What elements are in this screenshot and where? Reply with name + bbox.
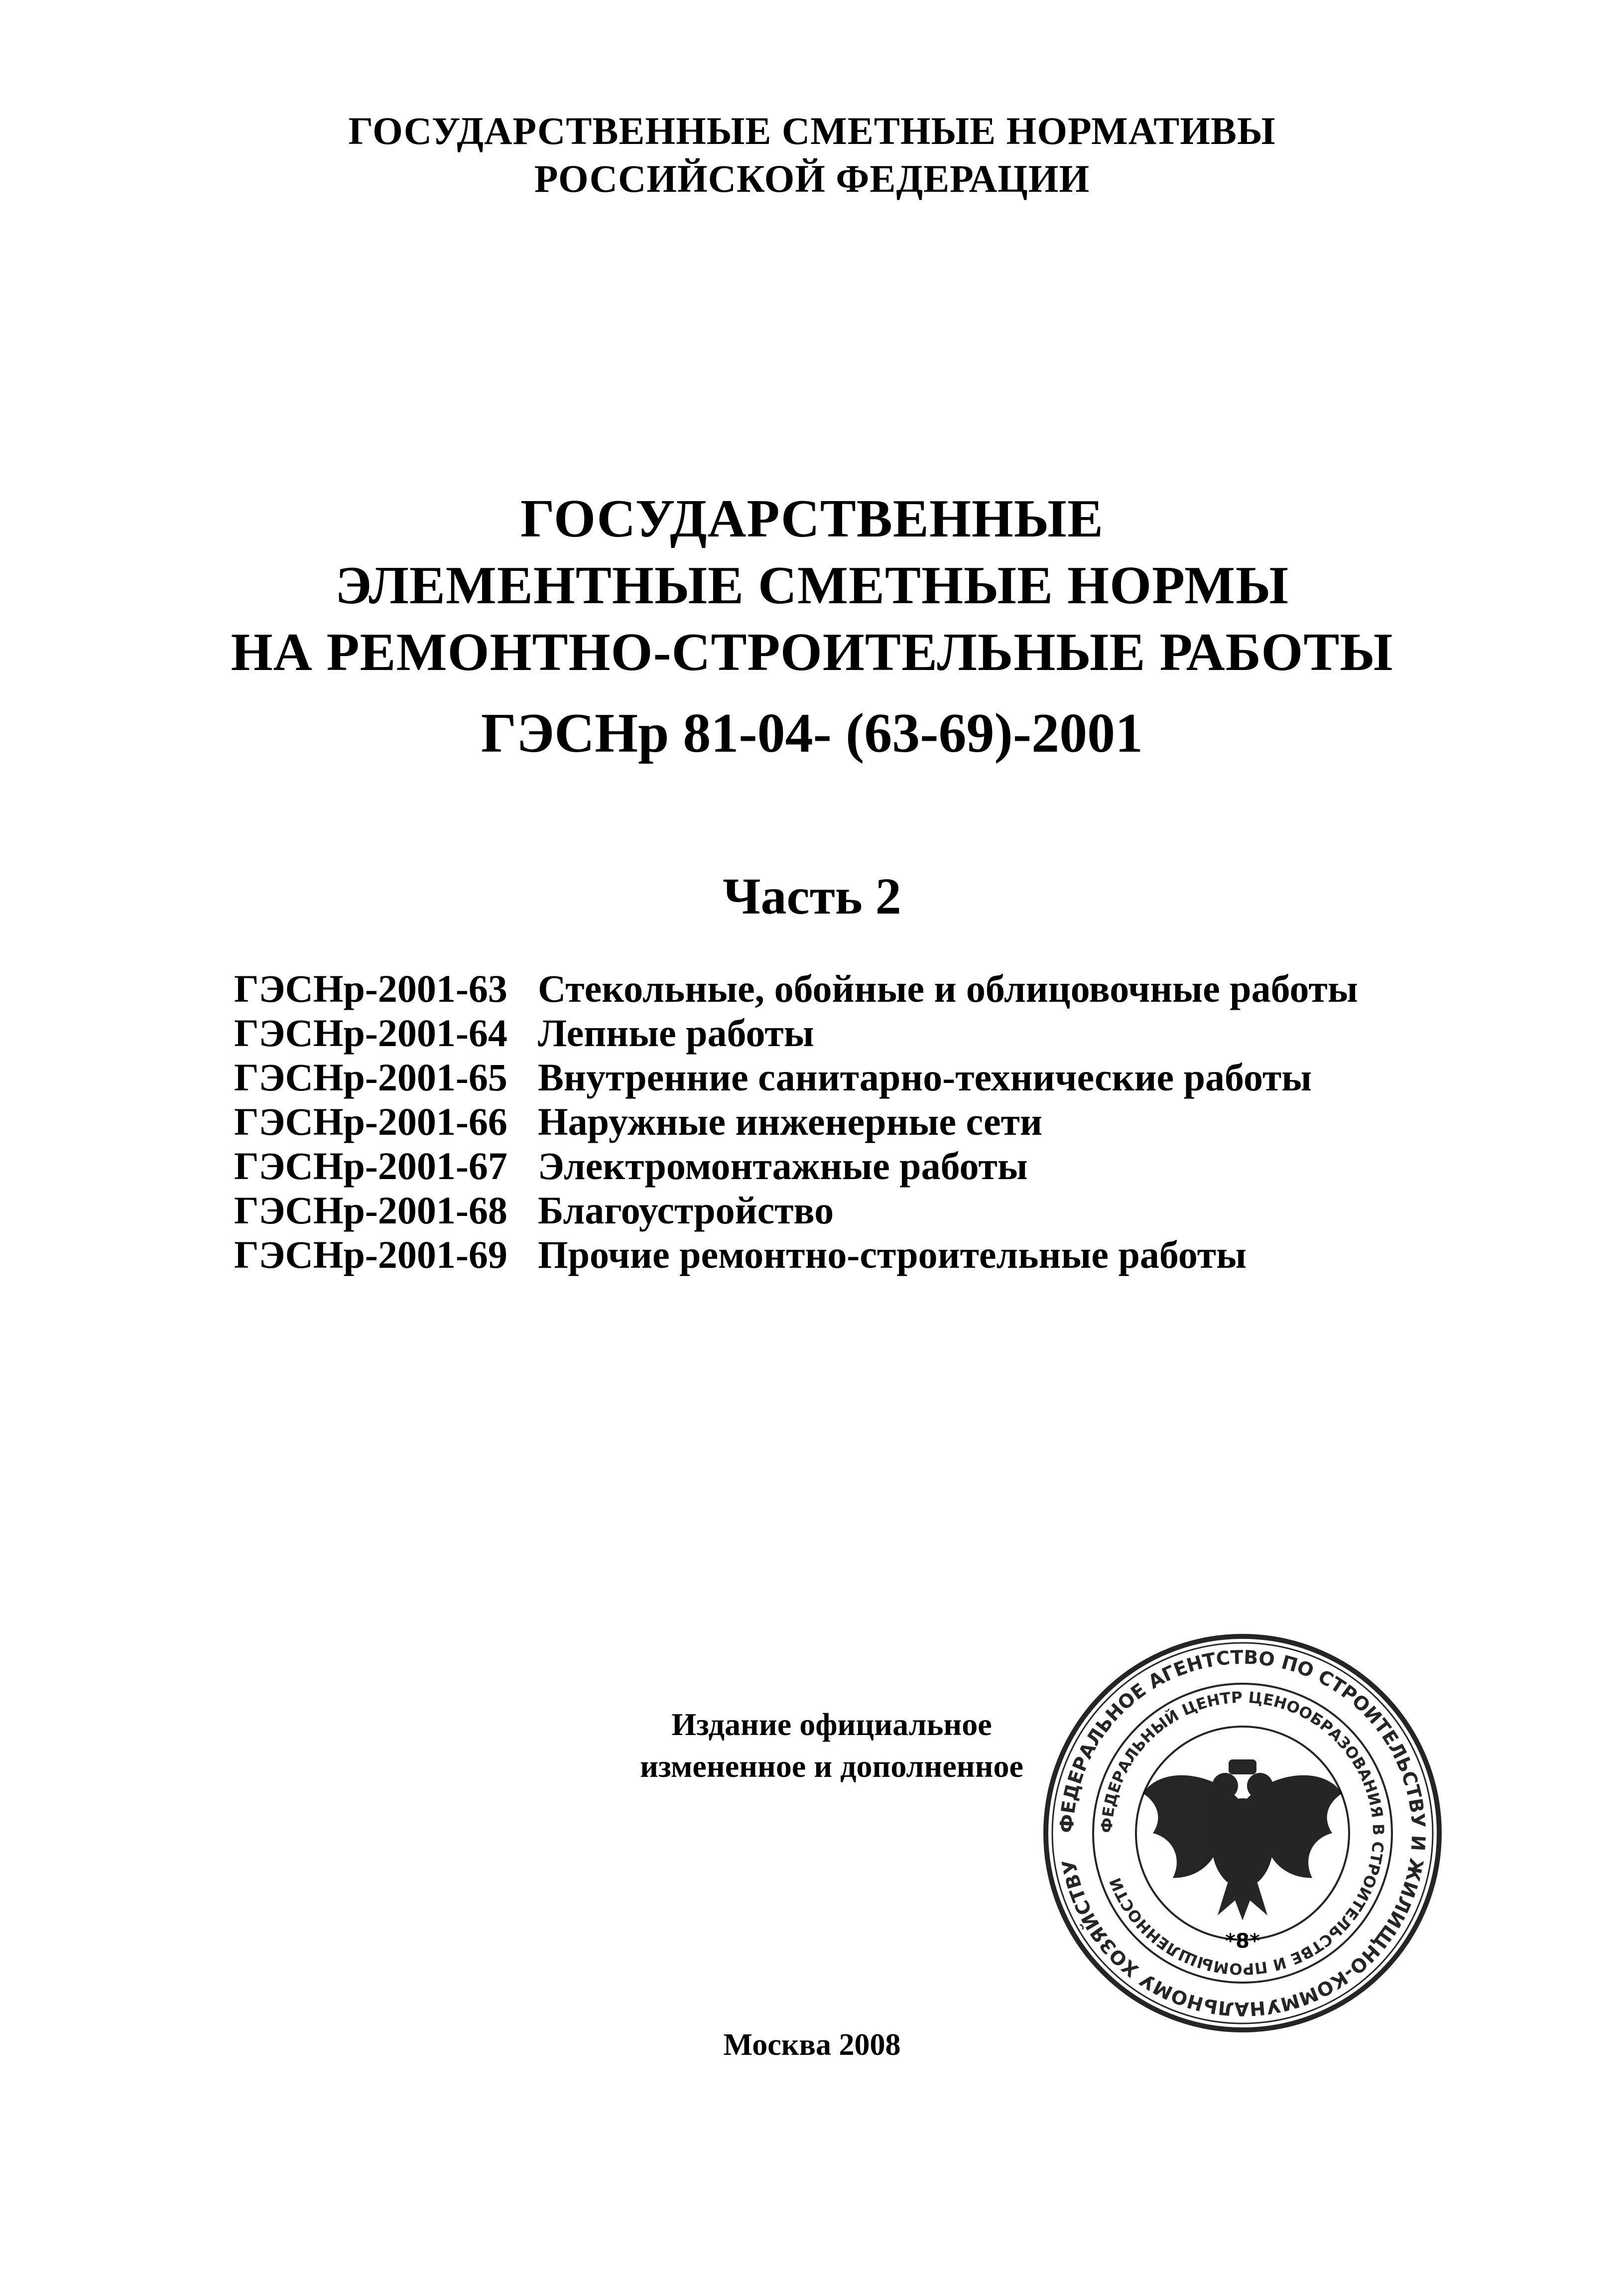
chapter-code: ГЭСНр-2001-69	[234, 1233, 507, 1276]
chapter-item	[234, 1188, 1358, 1232]
chapter-item	[234, 1232, 1358, 1277]
title-line-2: ЭЛЕМЕНТНЫЕ СМЕТНЫЕ НОРМЫ	[335, 556, 1289, 615]
document-header	[0, 107, 1624, 203]
chapter-code: ГЭСНр-2001-67	[234, 1144, 507, 1188]
chapter-item	[234, 966, 1358, 1011]
document-code: ГЭСНр 81-04- (63-69)-2001	[481, 702, 1143, 764]
chapter-title: Благоустройство	[538, 1189, 834, 1232]
title-line-3: НА РЕМОНТНО-СТРОИТЕЛЬНЫЕ РАБОТЫ	[231, 623, 1393, 682]
edition-line-2: измененное и дополненное	[640, 1748, 1023, 1784]
edition-line-1: Издание официальное	[671, 1707, 992, 1742]
chapter-code: ГЭСНр-2001-66	[234, 1100, 507, 1143]
chapter-title: Стекольные, обойные и облицовочные работы	[538, 967, 1358, 1010]
eagle-emblem-icon	[1143, 1759, 1342, 1920]
chapter-item	[234, 1144, 1358, 1188]
chapter-item	[234, 1055, 1358, 1099]
chapter-code: ГЭСНр-2001-65	[234, 1056, 507, 1099]
part-label: Часть 2	[723, 868, 901, 925]
chapter-item	[234, 1099, 1358, 1144]
chapter-title: Прочие ремонтно-строительные работы	[538, 1233, 1247, 1276]
chapter-code: ГЭСНр-2001-63	[234, 967, 507, 1010]
chapter-title: Наружные инженерные сети	[538, 1100, 1042, 1143]
official-round-stamp-icon	[1038, 1629, 1447, 2037]
edition-note	[593, 1704, 1071, 1787]
chapter-code: ГЭСНр-2001-64	[234, 1011, 507, 1055]
header-line-2: РОССИЙСКОЙ ФЕДЕРАЦИИ	[534, 157, 1090, 200]
seal-inner-text: ФЕДЕРАЛЬНЫЙ ЦЕНТР ЦЕНООБРАЗОВАНИЯ В СТРОИТЕЛЬСТВЕ И ПРОМЫШЛЕННОСТИ	[1098, 1688, 1387, 1978]
title-line-1: ГОСУДАРСТВЕННЫЕ	[520, 489, 1104, 548]
chapter-title: Электромонтажные работы	[538, 1144, 1028, 1188]
chapter-item	[234, 1011, 1358, 1055]
footer-city-year: Москва 2008	[723, 2028, 901, 2062]
document-title	[0, 486, 1624, 686]
seal-number: *8*	[1225, 1930, 1260, 1953]
chapter-title: Лепные работы	[538, 1011, 814, 1055]
chapter-list	[234, 966, 1358, 1277]
chapter-code: ГЭСНр-2001-68	[234, 1189, 507, 1232]
seal-outer-text: ФЕДЕРАЛЬНОЕ АГЕНТСТВО ПО СТРОИТЕЛЬСТВУ И ЖИЛИЩНО-КОММУНАЛЬНОМУ ХОЗЯЙСТВУ	[1055, 1646, 1430, 2020]
header-line-1: ГОСУДАРСТВЕННЫЕ СМЕТНЫЕ НОРМАТИВЫ	[348, 109, 1276, 152]
chapter-title: Внутренние санитарно-технические работы	[538, 1056, 1312, 1099]
